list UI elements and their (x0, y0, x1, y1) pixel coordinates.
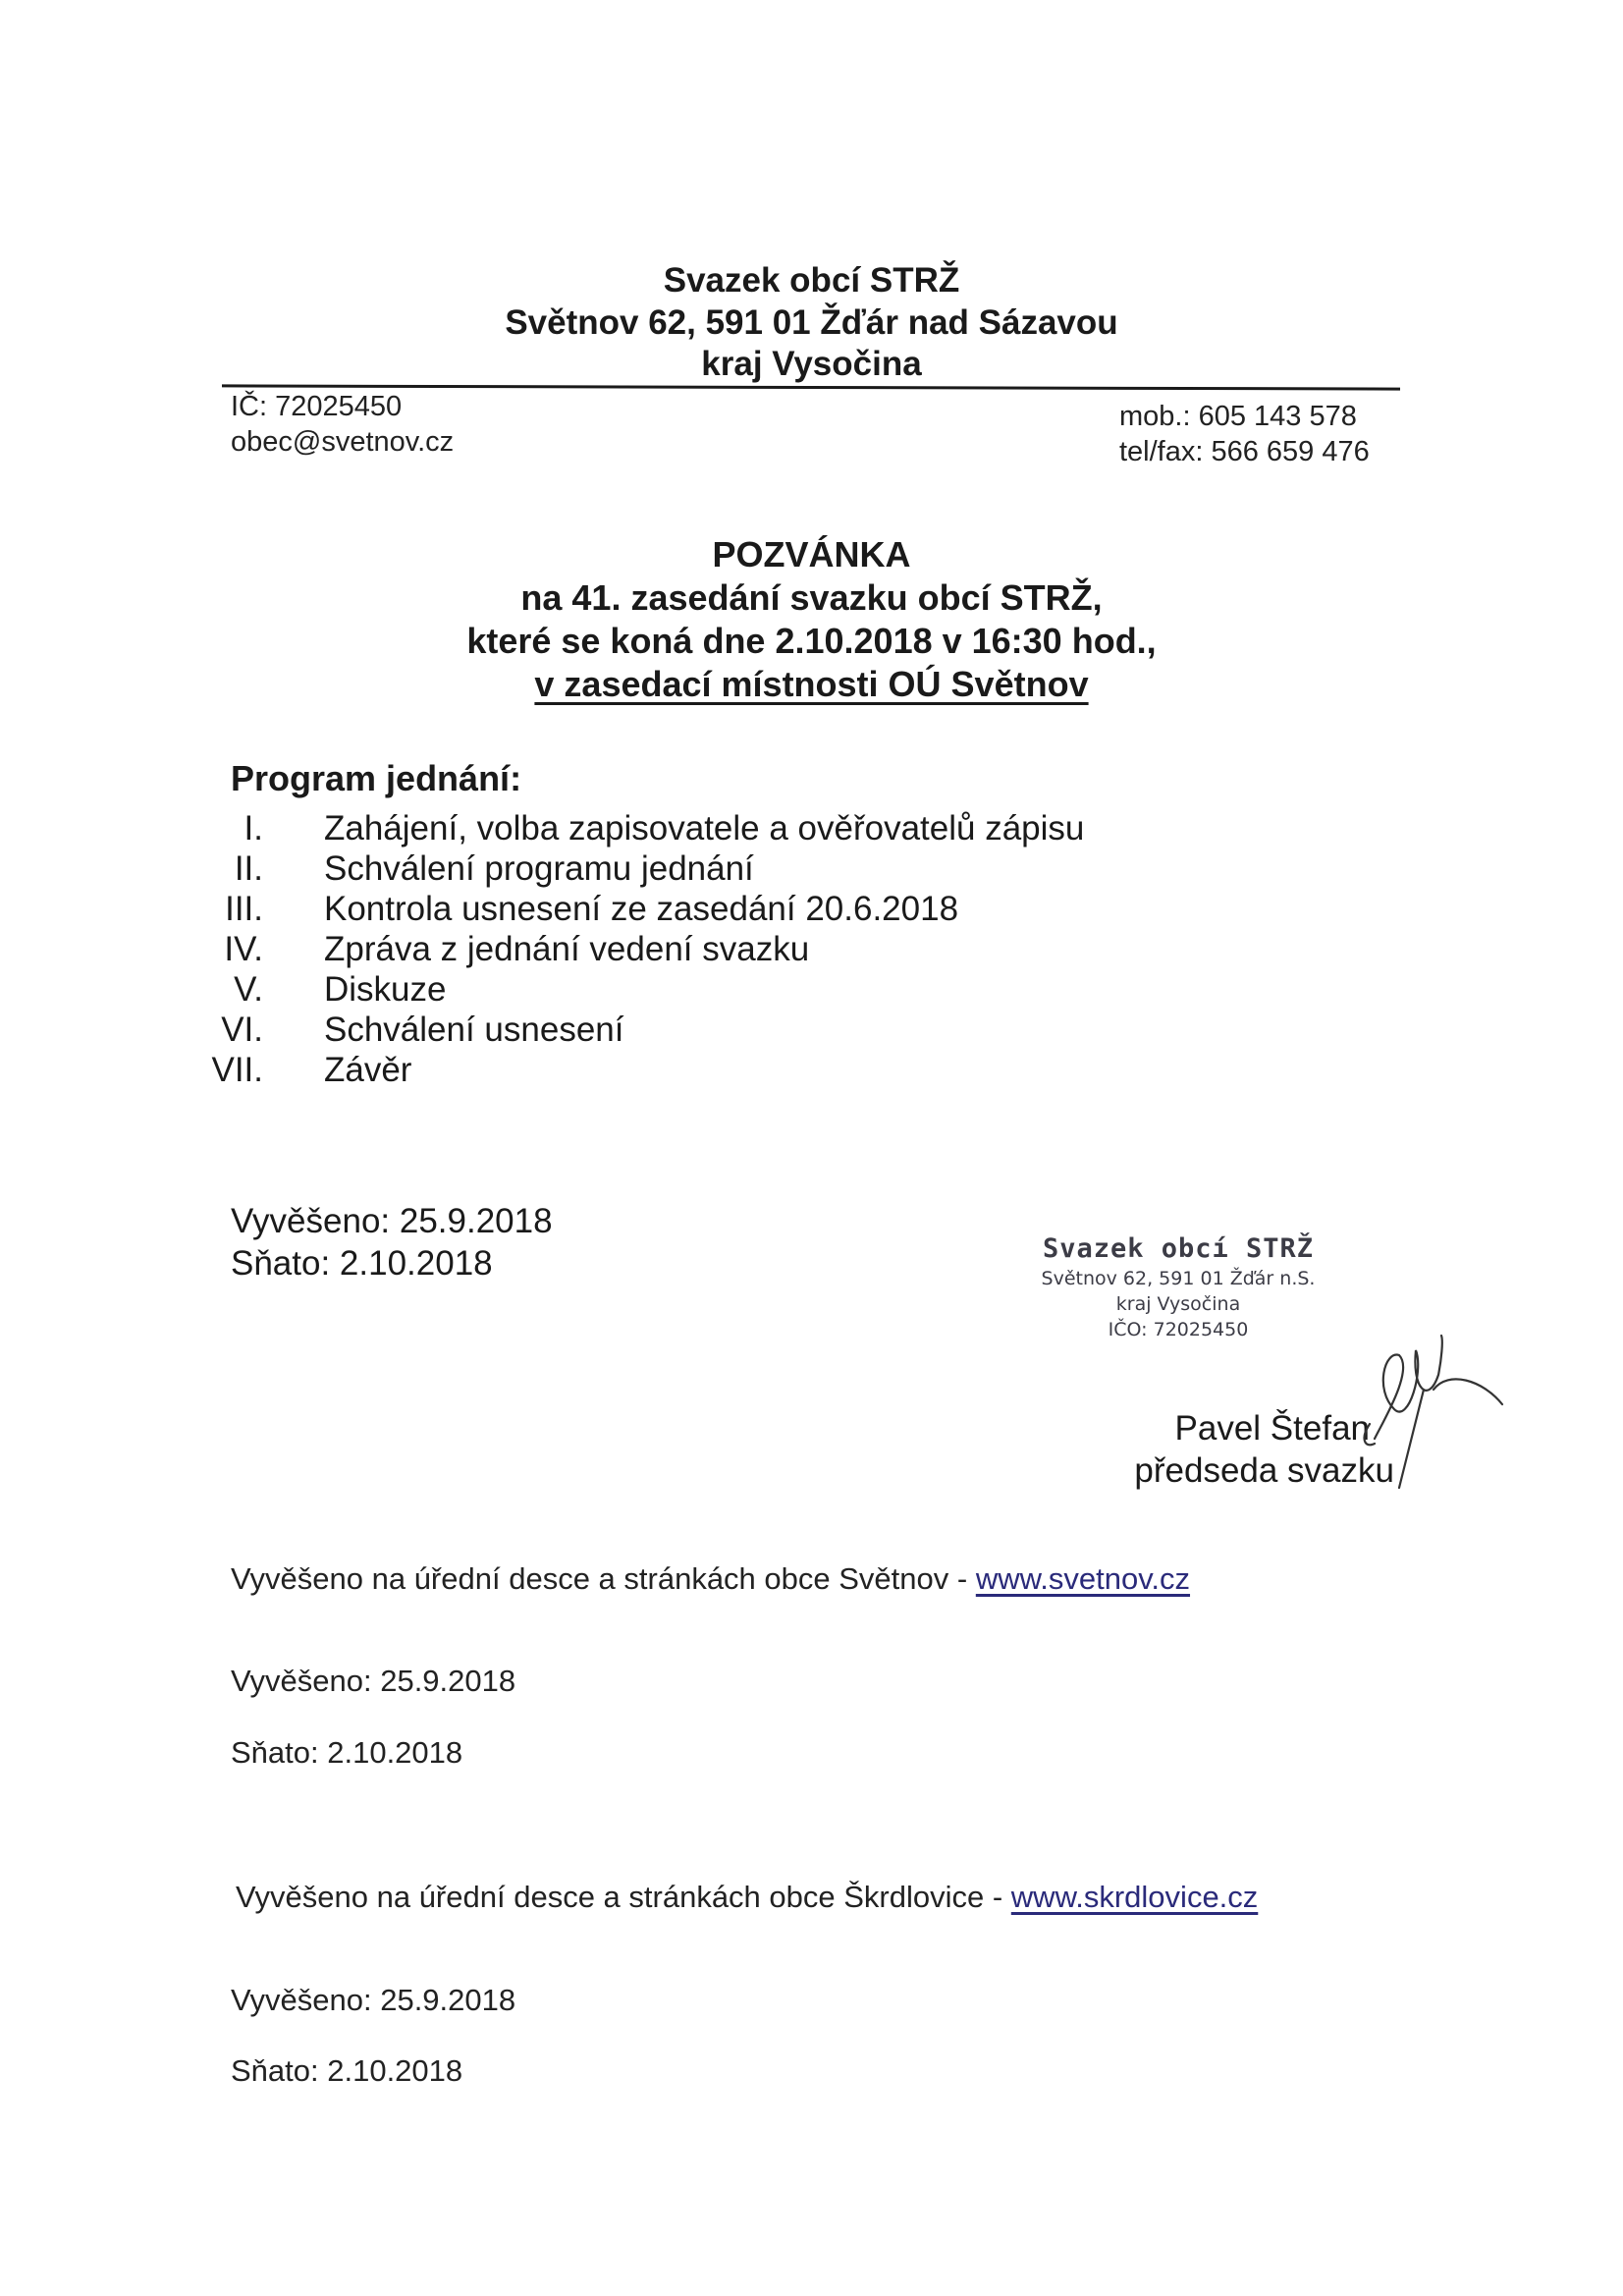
org-mobile: mob.: 605 143 578 (1119, 401, 1357, 432)
invitation-location-text: v zasedací místnosti OÚ Světnov (534, 664, 1089, 704)
agenda-item (0, 1010, 1623, 1051)
notice-skrdlovice-posted: Vyvěšeno: 25.9.2018 (231, 1983, 516, 2017)
stamp-address: Světnov 62, 591 01 Žďár n.S. (1041, 1268, 1316, 1289)
agenda-item (0, 848, 1623, 890)
agenda-item-number: VII. (211, 1051, 263, 1089)
agenda-item (0, 929, 1623, 970)
agenda-item-text: Diskuze (324, 970, 447, 1009)
posted-date: Vyvěšeno: 25.9.2018 (231, 1202, 553, 1240)
skrdlovice-website-link[interactable]: www.skrdlovice.cz (1010, 1880, 1259, 1914)
agenda-item-number: II. (234, 849, 263, 888)
notice-skrdlovice-text: Vyvěšeno na úřední desce a stránkách obce Škrdlovice - (236, 1880, 1011, 1914)
agenda-item-number: I. (243, 809, 263, 847)
notice-skrdlovice-removed: Sňato: 2.10.2018 (231, 2053, 463, 2088)
agenda-item-text: Schválení programu jednání (324, 849, 754, 888)
stamp-org-name: Svazek obcí STRŽ (1042, 1233, 1315, 1264)
invitation-title: POZVÁNKA (712, 534, 911, 574)
program-heading: Program jednání: (231, 758, 522, 798)
removed-date: Sňato: 2.10.2018 (231, 1244, 493, 1283)
agenda-item-number: IV. (224, 930, 263, 968)
invitation-line-2: které se koná dne 2.10.2018 v 16:30 hod., (466, 621, 1157, 661)
agenda-item (0, 808, 1623, 849)
agenda-item-number: III. (225, 890, 263, 928)
org-address: Světnov 62, 591 01 Žďár nad Sázavou (505, 303, 1118, 342)
agenda-item-number: VI. (221, 1011, 263, 1049)
handwritten-signature (1355, 1331, 1512, 1498)
agenda-item (0, 889, 1623, 930)
agenda-item (0, 969, 1623, 1011)
agenda-item-text: Zpráva z jednání vedení svazku (324, 930, 810, 968)
org-name: Svazek obcí STRŽ (663, 261, 960, 300)
notice-svetnov-removed: Sňato: 2.10.2018 (231, 1735, 463, 1770)
stamp-region: kraj Vysočina (1115, 1293, 1241, 1315)
invitation-location (0, 663, 1623, 706)
agenda-item-text: Schválení usnesení (324, 1011, 624, 1049)
agenda-item-text: Kontrola usnesení ze zasedání 20.6.2018 (324, 890, 959, 928)
notice-svetnov (231, 1559, 1190, 1599)
notice-skrdlovice (236, 1878, 1258, 1917)
agenda-item-text: Zahájení, volba zapisovatele a ověřovatelů zápisu (324, 809, 1085, 847)
signatory-name: Pavel Štefan (1174, 1409, 1370, 1448)
invitation-line-1: na 41. zasedání svazku obcí STRŽ, (520, 577, 1103, 618)
stamp-ico: IČO: 72025450 (1108, 1319, 1249, 1340)
agenda-item-text: Závěr (324, 1051, 412, 1089)
agenda-item-number: V. (234, 970, 263, 1009)
agenda-item (0, 1050, 1623, 1091)
org-email: obec@svetnov.cz (231, 426, 455, 458)
org-ic: IČ: 72025450 (231, 391, 403, 422)
notice-svetnov-posted: Vyvěšeno: 25.9.2018 (231, 1664, 516, 1698)
official-stamp (1021, 1232, 1335, 1342)
svetnov-website-link[interactable]: www.svetnov.cz (975, 1561, 1191, 1596)
org-region: kraj Vysočina (701, 345, 922, 383)
notice-svetnov-text: Vyvěšeno na úřední desce a stránkách obce Světnov - (231, 1561, 976, 1596)
org-telfax: tel/fax: 566 659 476 (1119, 436, 1370, 467)
signatory-role: předseda svazku (1134, 1451, 1394, 1490)
